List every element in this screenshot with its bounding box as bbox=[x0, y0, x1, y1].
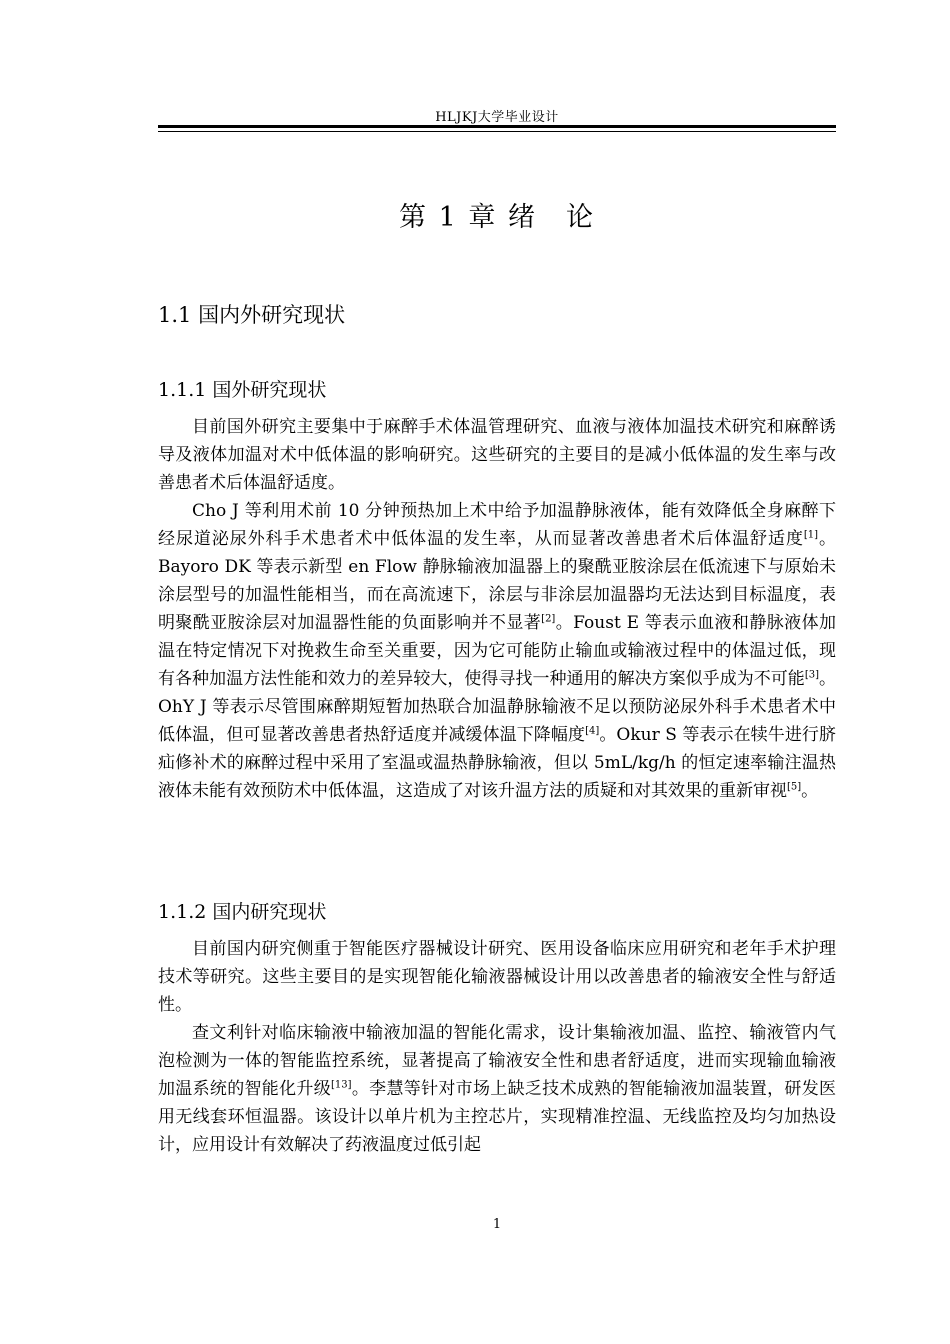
paragraph: 目前国外研究主要集中于麻醉手术体温管理研究、血液与液体加温技术研究和麻醉诱导及液体加温对术中低体温的影响研究。这些研究的主要目的是减小低体温的发生率与改善患者术后体温舒适度。 bbox=[158, 417, 836, 493]
citation-ref: [1] bbox=[803, 529, 819, 541]
section-heading-1-1: 1.1 国内外研究现状 bbox=[158, 303, 346, 327]
paragraph: Cho J 等利用术前 10 分钟预热加上术中给予加温静脉液体，能有效降低全身麻醉下经尿道泌尿外科手术患者术中低体温的发生率，从而显著改善患者术后体温舒适度[1]。Bayoro DK 等表示新型 en Flow 静脉输液加温器上的聚酰亚胺涂层在低流速下与原始未涂层型号的加温性能相当，而在高流速下，涂层与非涂层加温器均无法达到目标温度，表明聚酰亚胺涂层对加温器性能的负面影响并不显著[2]。Foust E 等表示血液和静脉液体加温在特定情况下对挽救生命至关重要，因为它可能防止输血或输液过程中的体温过低，现有各种加温方法性能和效力的差异较大，使得寻找一种通用的解决方案似乎成为不可能[3]。OhY J 等表示尽管围麻醉期短暂加热联合加温静脉输液不足以预防泌尿外科手术患者术中低体温，但可显著改善患者热舒适度并减缓体温下降幅度[4]。Okur S 等表示在犊牛进行脐疝修补术的麻醉过程中采用了室温或温热静脉输液，但以 5mL/kg/h 的恒定速率输注温热液体未能有效预防术中低体温，这造成了对该升温方法的质疑和对其效果的重新审视[5]。 bbox=[158, 501, 837, 801]
chapter-title: 第 1 章 绪 论 bbox=[399, 202, 595, 233]
citation-ref: [2] bbox=[541, 613, 556, 625]
section-body-1-1-2 bbox=[158, 935, 836, 1159]
header-rule-thin bbox=[158, 131, 836, 132]
citation-ref: [4] bbox=[585, 725, 600, 737]
citation-ref: [3] bbox=[804, 669, 819, 681]
page-header: HLJKJ大学毕业设计 bbox=[435, 110, 559, 125]
page-number: 1 bbox=[492, 1217, 502, 1232]
citation-ref: [13] bbox=[331, 1079, 352, 1091]
header-rule-thick bbox=[158, 125, 836, 128]
section-body-1-1-1 bbox=[158, 413, 836, 805]
section-heading-1-1-2: 1.1.2 国内研究现状 bbox=[158, 901, 327, 923]
section-heading-1-1-1: 1.1.1 国外研究现状 bbox=[158, 379, 327, 401]
citation-ref: [5] bbox=[787, 781, 802, 793]
paragraph: 查文利针对临床输液中输液加温的智能化需求，设计集输液加温、监控、输液管内气泡检测为一体的智能监控系统，显著提高了输液安全性和患者舒适度，进而实现输血输液加温系统的智能化升级[13]。李慧等针对市场上缺乏技术成熟的智能输液加温装置，研发医用无线套环恒温器。该设计以单片机为主控芯片，实现精准控温、无线监控及均匀加热设计，应用设计有效解决了药液温度过低引起 bbox=[158, 1023, 837, 1155]
paragraph: 目前国内研究侧重于智能医疗器械设计研究、医用设备临床应用研究和老年手术护理技术等研究。这些主要目的是实现智能化输液器械设计用以改善患者的输液安全性与舒适性。 bbox=[158, 939, 836, 1015]
